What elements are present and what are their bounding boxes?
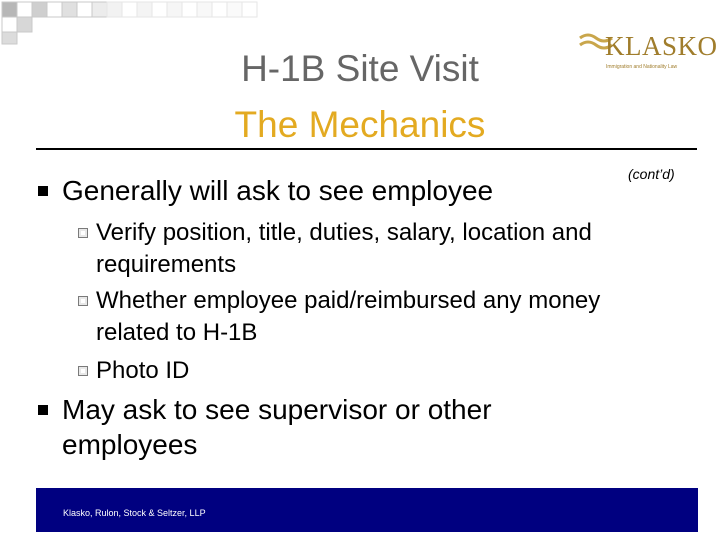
sub-bullet-3-line-1: Photo ID: [96, 357, 190, 384]
sub-bullet-1-line-2: requirements: [96, 251, 237, 278]
sub-bullet-2-line-1: Whether employee paid/reimbursed any money: [96, 287, 601, 314]
continued-note: (cont’d): [628, 166, 675, 182]
bullet-square-icon: [38, 405, 48, 415]
slide-subtitle: The Mechanics: [234, 104, 486, 145]
logo-tagline: Immigration and Nationality Law: [606, 64, 678, 70]
title-divider: [36, 148, 697, 150]
bullet-1-text: Generally will ask to see employee: [62, 175, 494, 206]
sub-bullet-icon: [78, 296, 88, 306]
bullet-square-icon: [38, 186, 48, 196]
logo-wordmark: KLASKO: [605, 31, 718, 61]
sub-bullet-icon: [78, 228, 88, 238]
sub-bullet-2-line-2: related to H-1B: [96, 319, 258, 346]
bullet-2-line-2: employees: [62, 429, 198, 460]
bullet-2-line-1: May ask to see supervisor or other: [62, 394, 492, 425]
sub-bullet-1-line-1: Verify position, title, duties, salary, location and: [96, 219, 592, 246]
slide-title: H-1B Site Visit: [241, 48, 479, 89]
sub-bullet-icon: [78, 366, 88, 376]
footer-firm-name: Klasko, Rulon, Stock & Seltzer, LLP: [63, 508, 206, 518]
